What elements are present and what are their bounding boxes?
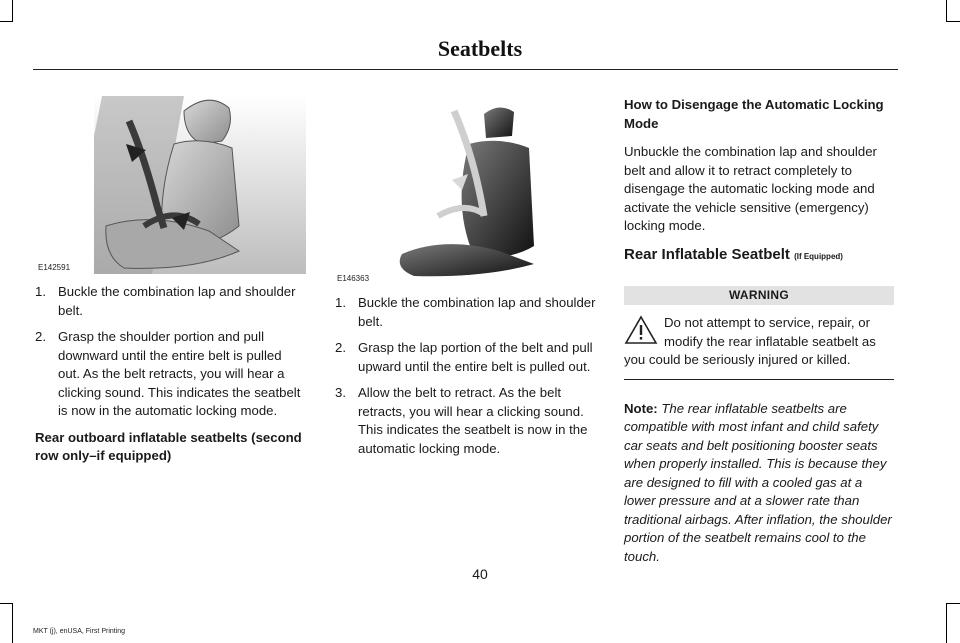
figure-code: E142591 bbox=[38, 263, 71, 272]
crop-mark bbox=[946, 0, 947, 22]
seat-belt-illustration-left bbox=[34, 96, 306, 274]
list-item: 1. Buckle the combination lap and shoulder belt. bbox=[335, 295, 596, 329]
list-item: 1. Buckle the combination lap and shoulder belt. bbox=[35, 284, 296, 318]
header-divider bbox=[33, 69, 898, 70]
warning-text: modify the rear inflatable seatbelt as bbox=[664, 333, 876, 349]
crop-mark bbox=[946, 21, 960, 22]
crop-mark bbox=[12, 603, 13, 643]
note-label: Note: bbox=[624, 400, 658, 416]
seat-belt-illustration-middle bbox=[334, 96, 602, 282]
disengage-text: Unbuckle the combination lap and shoulder belt and allow it to retract completely to disengage the automatic locking mode and activate the vehicle sensitive (emergency) locking mode. bbox=[624, 144, 877, 233]
crop-mark bbox=[12, 0, 13, 22]
section-qualifier: (If Equipped) bbox=[794, 251, 843, 261]
warning-text: Do not attempt to service, repair, or bbox=[664, 315, 870, 330]
subheading: Rear outboard inflatable seatbelts (second row only–if equipped) bbox=[35, 429, 302, 463]
warning-box bbox=[624, 305, 894, 380]
crop-mark bbox=[946, 603, 960, 604]
warning-text: you could be seriously injured or killed. bbox=[624, 352, 851, 367]
step-list bbox=[335, 294, 603, 458]
column-middle bbox=[335, 294, 603, 466]
crop-mark bbox=[0, 603, 13, 604]
list-item: 3. Allow the belt to retract. As the belt retracts, you will hear a clicking sound. This indicates the seatbelt is now in the automatic locking mode. bbox=[335, 385, 588, 456]
list-item: 2. Grasp the lap portion of the belt and pull upward until the entire belt is pulled out. bbox=[335, 340, 593, 374]
note-text: The rear inflatable seatbelts are compatible with most infant and child safety car seats and belt positioning booster seats when properly installed. This is because they are designed to fill with a cooled gas at a lower pressure and at a slower rate than traditional airbags. After inflation, the shoulder portion of the seatbelt remains cool to the touch. bbox=[624, 400, 892, 564]
seat-image-middle bbox=[334, 96, 602, 282]
figure-code: E146363 bbox=[337, 274, 370, 283]
disengage-heading: How to Disengage the Automatic Locking Mode bbox=[624, 97, 884, 131]
column-left bbox=[35, 283, 307, 466]
column-right bbox=[624, 96, 894, 576]
crop-mark bbox=[0, 21, 13, 22]
warning-banner: WARNING bbox=[624, 286, 894, 305]
note bbox=[624, 400, 894, 567]
page-number: 40 bbox=[472, 566, 488, 582]
crop-mark bbox=[946, 603, 947, 643]
page-title: Seatbelts bbox=[437, 36, 523, 61]
print-imprint: MKT (j), enUSA, First Printing bbox=[33, 628, 126, 635]
list-item: 2. Grasp the shoulder portion and pull downward until the entire belt is pulled out. As the belt retracts, you will hear a clicking sound. This indicates the seatbelt is now in the automatic locking mode. bbox=[35, 329, 301, 418]
step-list bbox=[35, 283, 307, 421]
section-heading: Rear Inflatable Seatbelt (If Equipped) bbox=[624, 245, 843, 263]
seat-image-left bbox=[34, 96, 306, 274]
warning-triangle-icon bbox=[624, 315, 658, 345]
